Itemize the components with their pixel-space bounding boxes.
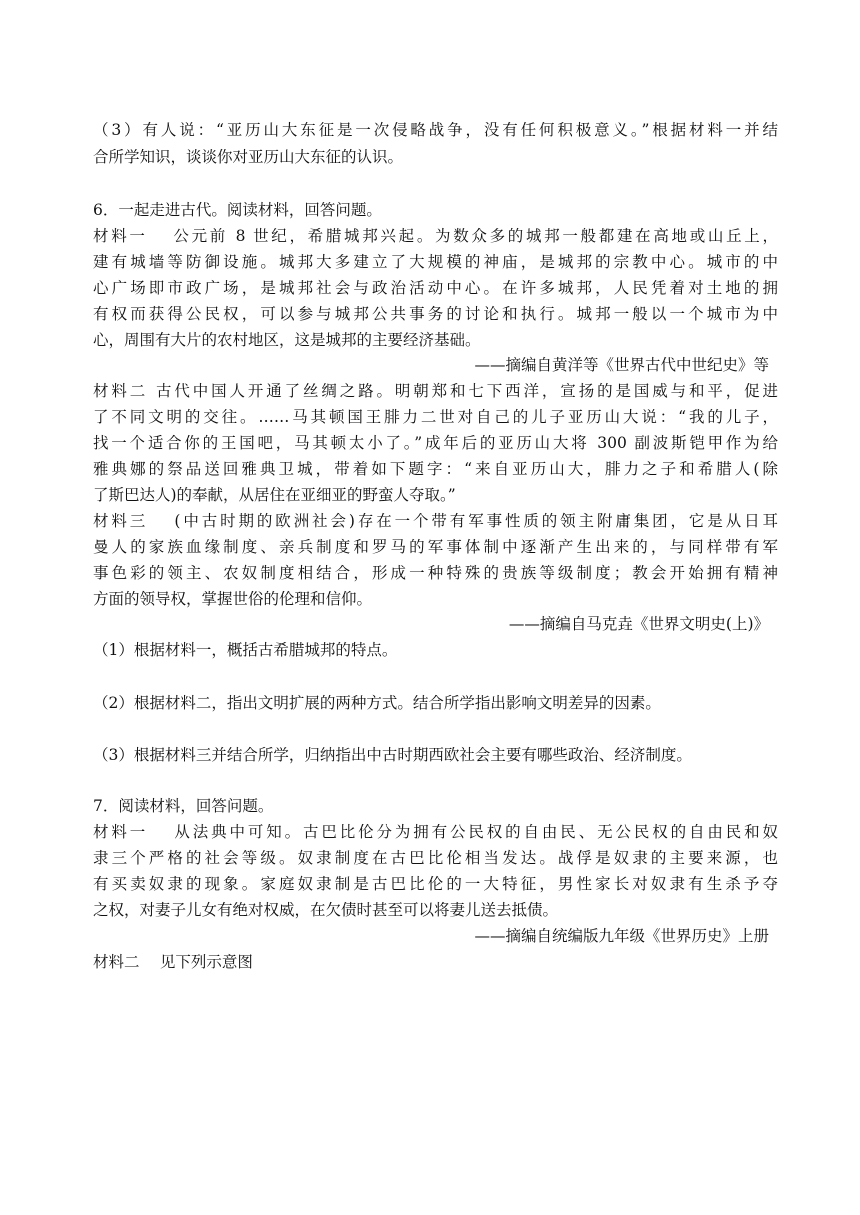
q7-material-1-line: 之权，对妻子儿女有绝对权威，在欠债时甚至可以将妻儿送去抵债。 [93, 901, 559, 919]
material-1-line: 心广场即市政广场，是城邦社会与政治活动中心。在许多城邦，人民凭着对土地的拥 [93, 279, 778, 297]
q7-material-1-line: 有买卖奴隶的现象。家庭奴隶制是古巴比伦的一大特征，男性家长对奴隶有生杀予夺 [93, 875, 778, 893]
question-6-3: （3）根据材料三并结合所学，归纳指出中古时期西欧社会主要有哪些政治、经济制度。 [93, 746, 692, 764]
question-6-2: （2）根据材料二，指出文明扩展的两种方式。结合所学指出影响文明差异的因素。 [93, 694, 661, 712]
material-2-line: 材料二 古代中国人开通了丝绸之路。明朝郑和七下西洋，宣扬的是国威与和平，促进 [93, 382, 778, 400]
material-2-line: 了不同文明的交往。……马其顿国王腓力二世对自己的儿子亚历山大说：“我的儿子， [93, 408, 778, 426]
material-2-line: 雅典娜的祭品送回雅典卫城，带着如下题字：“来自亚历山大，腓力之子和希腊人(除 [93, 460, 778, 478]
q7-material-1-line: 材料一 从法典中可知。古巴比伦分为拥有公民权的自由民、无公民权的自由民和奴 [93, 823, 778, 841]
material-3-line: 材料三 (中古时期的欧洲社会)存在一个带有军事性质的领主附庸集团，它是从日耳 [93, 512, 778, 530]
question-7-heading: 7．阅读材料，回答问题。 [93, 797, 274, 815]
question-6-heading: 6．一起走进古代。阅读材料，回答问题。 [93, 201, 382, 219]
material-2-line: 找一个适合你的王国吧，马其顿太小了。”成年后的亚历山大将 300 副波斯铠甲作为给 [93, 434, 778, 452]
material-1-source: ——摘编自黄洋等《世界古代中世纪史》等 [474, 356, 769, 374]
material-1-line: 有权而获得公民权，可以参与城邦公共事务的讨论和执行。城邦一般以一个城市为中 [93, 305, 778, 323]
question-6-1: （1）根据材料一，概括古希腊城邦的特点。 [93, 641, 398, 659]
question-5-3-line-2: 合所学知识，谈谈你对亚历山大东征的认识。 [93, 148, 404, 166]
question-5-3-line-1: （3）有人说：“亚历山大东征是一次侵略战争，没有任何积极意义。”根据材料一并结 [93, 121, 778, 139]
material-3-source: ——摘编自马克垚《世界文明史(上)》 [508, 615, 769, 633]
q7-material-1-source: ——摘编自统编版九年级《世界历史》上册 [474, 927, 769, 945]
q7-material-1-line: 隶三个严格的社会等级。奴隶制度在古巴比伦相当发达。战俘是奴隶的主要来源，也 [93, 849, 778, 867]
material-2-line: 了斯巴达人)的奉献，从居住在亚细亚的野蛮人夺取。” [93, 486, 456, 504]
q7-material-2-line: 材料二 见下列示意图 [93, 953, 253, 971]
material-1-line: 材料一 公元前 8 世纪，希腊城邦兴起。为数众多的城邦一般都建在高地或山丘上， [93, 227, 778, 245]
material-3-line: 曼人的家族血缘制度、亲兵制度和罗马的军事体制中逐渐产生出来的，与同样带有军 [93, 538, 778, 556]
material-1-line: 心，周围有大片的农村地区，这是城邦的主要经济基础。 [93, 331, 481, 349]
material-1-line: 建有城墙等防御设施。城邦大多建立了大规模的神庙，是城邦的宗教中心。城市的中 [93, 253, 778, 271]
material-3-line: 事色彩的领主、农奴制度相结合，形成一种特殊的贵族等级制度；教会开始拥有精神 [93, 564, 778, 582]
material-3-line: 方面的领导权，掌握世俗的伦理和信仰。 [93, 590, 373, 608]
